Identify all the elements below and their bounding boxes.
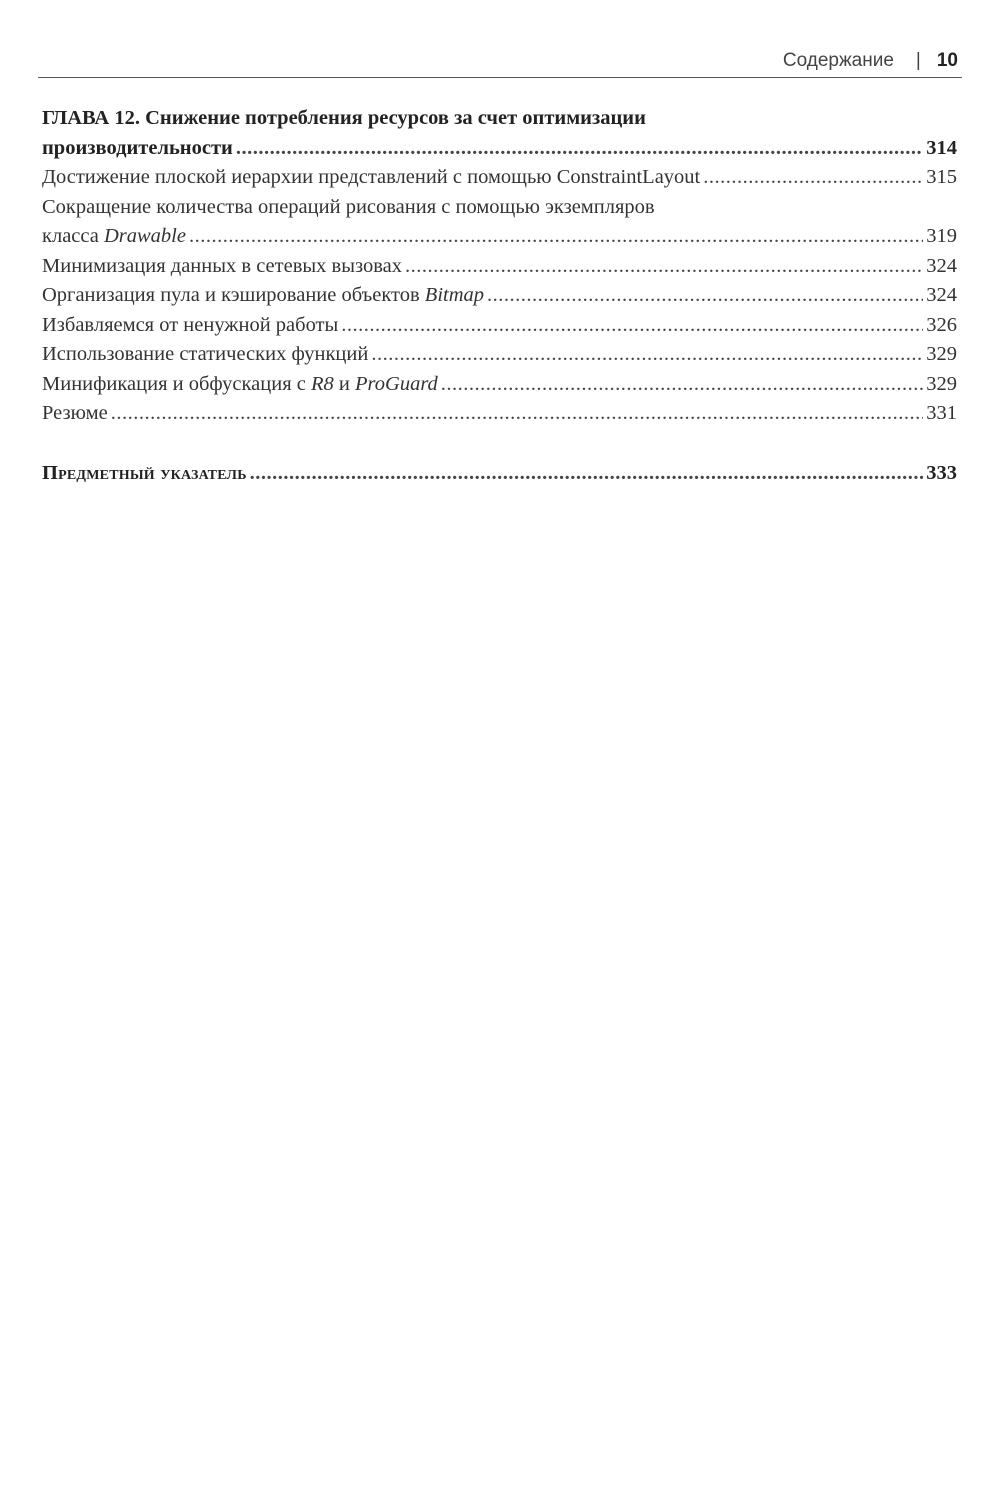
index-title: Предметный указатель (42, 461, 247, 484)
entry-page-number: 324 (926, 254, 957, 277)
dot-leader (441, 370, 923, 400)
entry-title-italic: Bitmap (424, 284, 485, 306)
chapter-title-line1: ГЛАВА 12. Снижение потребления ресурсов за счет оптимизации (42, 107, 646, 129)
entry-title (42, 370, 438, 400)
toc-entry-r8-proguard[interactable] (42, 370, 957, 400)
entry-page-number: 329 (926, 343, 957, 365)
entry-title-plain-1: Минификация и обфускация с (42, 372, 312, 395)
toc-entry-subject-index[interactable] (42, 459, 957, 489)
toc-entry-constraintlayout[interactable] (42, 163, 957, 193)
entry-title: Резюме (42, 402, 108, 424)
entry-title-plain: класса (42, 225, 104, 247)
entry-page-number: 326 (926, 313, 957, 336)
dot-leader (236, 134, 923, 164)
toc-entry-summary[interactable] (42, 399, 957, 429)
toc-chapter-12[interactable] (42, 104, 957, 163)
dot-leader (487, 281, 923, 311)
entry-title-italic-1: R8 (311, 372, 334, 395)
header-section-name: Содержание (782, 50, 894, 71)
chapter-title-row (42, 134, 957, 164)
entry-title-plain: Организация пула и кэширование объектов (42, 284, 425, 306)
entry-title: Минимизация данных в сетевых вызовах (42, 254, 402, 277)
table-of-contents (42, 104, 957, 488)
running-header (38, 50, 962, 78)
entry-title-italic: Drawable (103, 225, 186, 247)
entry-page-number: 331 (926, 402, 957, 424)
toc-entry-static-functions[interactable] (42, 340, 957, 370)
entry-page-number: 329 (926, 372, 957, 395)
entry-title-row (42, 222, 957, 252)
header-page-number: 10 (936, 50, 958, 71)
chapter-page-number: 314 (926, 136, 957, 159)
dot-leader (250, 459, 924, 489)
entry-title-italic-2: ProGuard (355, 372, 438, 395)
header-separator: | (915, 50, 921, 71)
dot-leader (703, 163, 923, 193)
toc-entry-drawable[interactable] (42, 193, 957, 252)
entry-title-line2 (42, 222, 186, 252)
toc-entry-unneeded-work[interactable] (42, 311, 957, 341)
index-page-number: 333 (926, 461, 957, 484)
entry-title-line1: Сокращение количества операций рисования с помощью экземпляров (42, 195, 655, 218)
dot-leader (371, 340, 923, 370)
entry-title-plain-2: и (333, 372, 356, 395)
entry-page-number: 319 (926, 225, 957, 247)
entry-page-number: 324 (926, 284, 957, 306)
entry-title: Избавляемся от ненужной работы (42, 313, 339, 336)
entry-page-number: 315 (926, 166, 957, 188)
entry-title: Использование статических функций (42, 343, 369, 365)
dot-leader (341, 311, 923, 341)
chapter-title-line2: производительности (42, 136, 233, 159)
dot-leader (111, 399, 924, 429)
entry-title: Достижение плоской иерархии представлений с помощью ConstraintLayout (42, 166, 701, 188)
dot-leader (189, 222, 923, 252)
toc-entry-network-data[interactable] (42, 252, 957, 282)
dot-leader (405, 252, 923, 282)
entry-title (42, 281, 484, 311)
toc-entry-bitmap-pool[interactable] (42, 281, 957, 311)
